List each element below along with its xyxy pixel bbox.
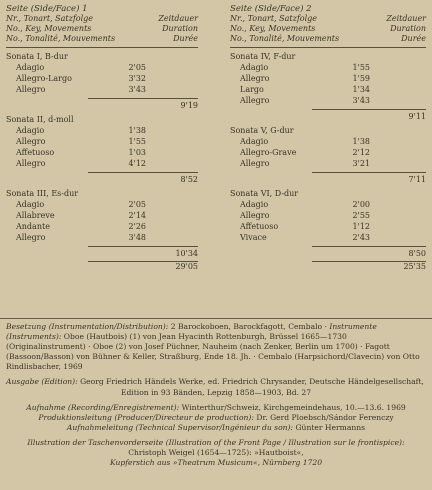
sonata-title: Sonata IV, F-dur: [230, 52, 296, 61]
sonata-title: Sonata I, B-dur: [6, 52, 68, 61]
sonata-total: 8'52: [180, 175, 198, 184]
sonata-total: 9'19: [180, 101, 198, 110]
header-divider: [230, 47, 426, 48]
movement-row: Adagio 1'38: [16, 126, 146, 135]
sonata-total: 10'34: [175, 249, 198, 258]
movement-row: Allegro-Largo 3'32: [16, 74, 146, 83]
movement-row: Adagio 1'55: [240, 63, 370, 72]
side-2-grand-total: 25'35: [403, 262, 426, 271]
movement-row: Adagio 2'00: [240, 200, 370, 209]
movement-row: Allegro 3'48: [16, 233, 146, 242]
sonata-2: [6, 115, 198, 185]
sonata-4: [230, 52, 426, 122]
sonata-3: [6, 189, 198, 274]
sonata-5: [230, 126, 426, 185]
side-1-column: [6, 4, 198, 278]
movement-row: Allegro 3'43: [16, 85, 146, 94]
header-divider: [6, 47, 198, 48]
instrumentation-credit: Besetzung (Instrumentation/Distribution): 2 Barockoboen, Barockfagott, Cembalo · Instrumente (Instruments): Oboe (Hautbois) (1) von Jean Hyacinth Rottenburgh, Brüssel 1665—1730 (Originalinstrument) · Oboe (2) von Josef Püchner, Nauheim (nach Zenker, Berlin um 1700) · Fagott (Bassoon/Basson) von Bühner & Keller, Straßburg, Ende 18. Jh. · Cembalo (Harpsichord/Clavecin) von Otto Rindlisbacher, 1969: [6, 322, 420, 372]
sonata-title: Sonata III, Es-dur: [6, 189, 79, 198]
sonata-title: Sonata II, d-moll: [6, 115, 74, 124]
movement-row: Allegro 3'43: [240, 96, 370, 105]
movement-row: Adagio 1'38: [240, 137, 370, 146]
side-1-header-row-1: Nr., Tonart, Satzfolge Zeitdauer: [6, 14, 198, 23]
side-2-title: Seite (Side/Face) 2: [230, 4, 312, 14]
sonata-total: 9'11: [408, 112, 426, 121]
movement-row: Vivace 2'43: [240, 233, 370, 242]
side-2-header-row-1: Nr., Tonart, Satzfolge Zeitdauer: [230, 14, 426, 23]
movement-row: Allegro 3'21: [240, 159, 370, 168]
movement-row: Andante 2'26: [16, 222, 146, 231]
sonata-total: 7'11: [408, 175, 426, 184]
credits-section: [6, 322, 426, 473]
side-2-column: [230, 4, 426, 278]
sonata-1: [6, 52, 198, 111]
movement-row: Adagio 2'05: [16, 63, 146, 72]
movement-row: Affetuoso 1'12: [240, 222, 370, 231]
side-1-title: Seite (Side/Face) 1: [6, 4, 88, 14]
movement-row: Affetuoso 1'03: [16, 148, 146, 157]
side-1-header-row-3: No., Tonalité, Mouvements Durée: [6, 34, 198, 43]
side-1-grand-total: 29'05: [175, 262, 198, 271]
sonata-6: [230, 189, 426, 274]
sonata-title: Sonata V, G-dur: [230, 126, 294, 135]
side-2-header-row-2: No., Key, Movements Duration: [230, 24, 426, 33]
movement-row: Allegro 1'59: [240, 74, 370, 83]
side-2-header-row-3: No., Tonalité, Mouvements Durée: [230, 34, 426, 43]
sonata-total: 8'50: [408, 249, 426, 258]
movement-row: Allegro 2'55: [240, 211, 370, 220]
movement-row: Allegro 1'55: [16, 137, 146, 146]
movement-row: Largo 1'34: [240, 85, 370, 94]
side-1-header-row-2: No., Key, Movements Duration: [6, 24, 198, 33]
movement-row: Allabreve 2'14: [16, 211, 146, 220]
movement-row: Adagio 2'05: [16, 200, 146, 209]
recording-credit: Aufnahme (Recording/Enregistrement): Winterthur/Schweiz, Kirchgemeindehaus, 10.—13.6. 1969 Produktionsleitung (Producer/Directeur de production): Dr. Gerd Ploebsch/Sándor Ferenczy Aufnahmeleitung (Technical Supervisor/Ingénieur du son): Günter Hermanns: [26, 402, 406, 432]
edition-credit: Ausgabe (Edition): Georg Friedrich Händels Werke, ed. Friedrich Chrysander, Deutsche Händelgesellschaft, Edition in 93 Bänden, Lepzig 1858—1903, Bd. 27: [6, 377, 424, 397]
movement-row: Allegro-Grave 2'12: [240, 148, 370, 157]
illustration-credit: Illustration der Taschenvorderseite (Illustration of the Front Page / Illustration sur le frontispice): Christoph Weigel (1654—1725): »Hautboist«, Kupferstich aus »Theatrum Musicum«, Nürnberg 1720: [27, 437, 405, 468]
footer-divider: [0, 318, 432, 319]
sonata-title: Sonata VI, D-dur: [230, 189, 299, 198]
movement-row: Allegro 4'12: [16, 159, 146, 168]
